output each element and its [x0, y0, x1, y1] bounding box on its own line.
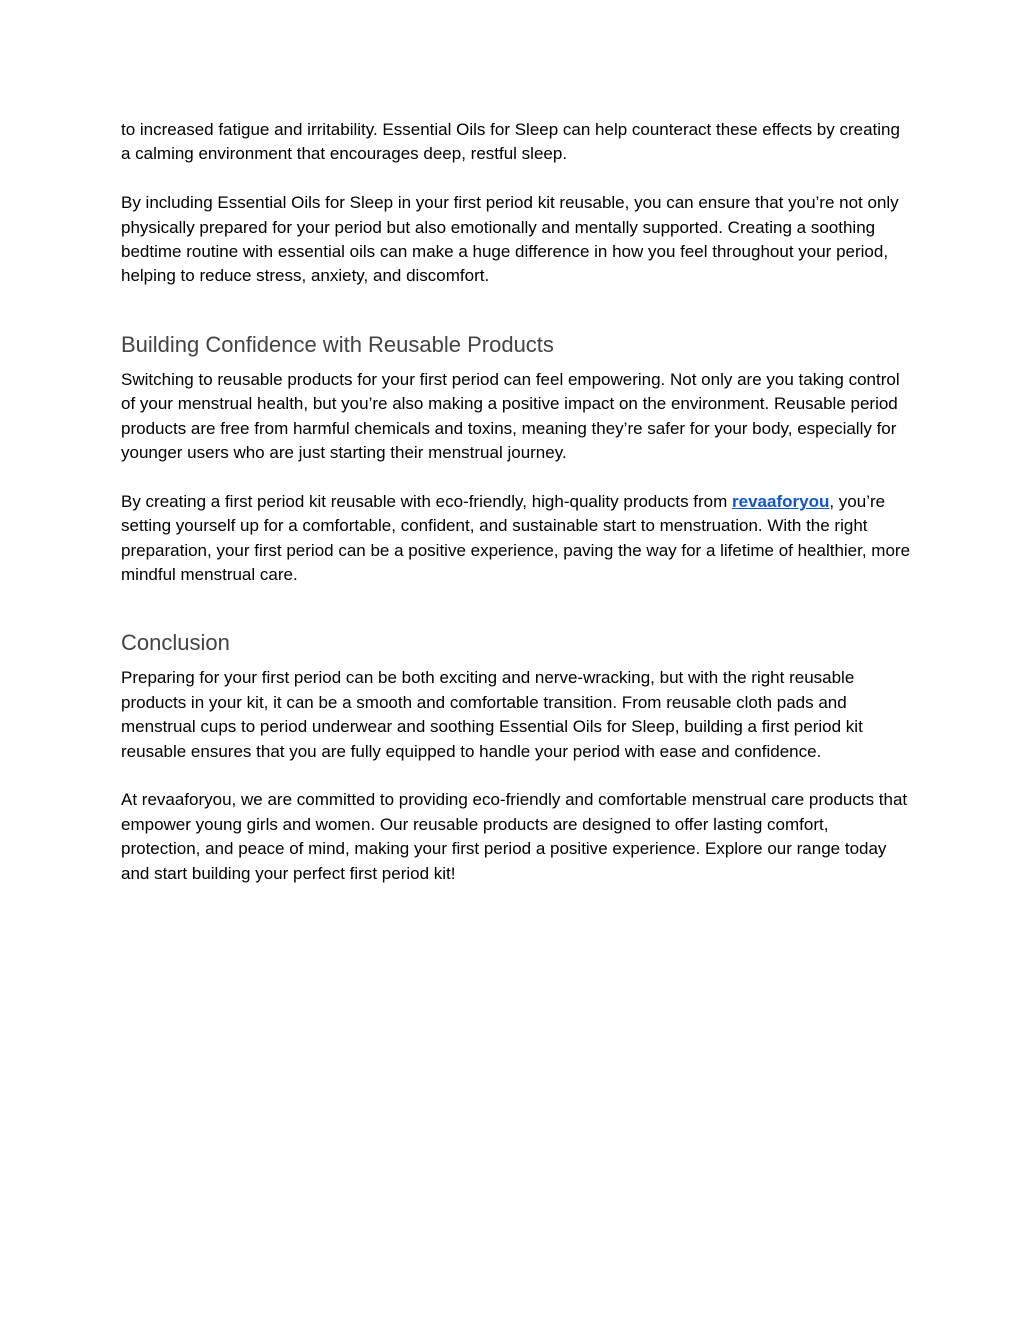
- intro-paragraph-1: to increased fatigue and irritability. Essential Oils for Sleep can help counteract these effects by creating a calming environment that encourages deep, restful sleep.: [121, 120, 900, 164]
- spacer: [121, 465, 911, 489]
- building-confidence-paragraph-1: Switching to reusable products for your first period can feel empowering. Not only are you taking control of your menstrual health, but you’re also making a positive impact on the environment. Reusable period products are free from harmful chemicals and toxins, meaning they’re safer for your body, especially for younger users who are just starting their menstrual journey.: [121, 369, 900, 463]
- intro-paragraph-2: By including Essential Oils for Sleep in your first period kit reusable, you can ensure that you’re not only physically prepared for your period but also emotionally and mentally supported. Creating a soothing bedtime routine with essential oils can make a huge difference in how you feel throughout your period, helping to reduce stress, anxiety, and discomfort.: [121, 193, 899, 286]
- building-confidence-paragraph-2: [121, 490, 911, 588]
- paragraph-text-before-link: By creating a first period kit reusable with eco-friendly, high-quality products from: [121, 491, 733, 511]
- conclusion-paragraph-2: At revaaforyou, we are committed to providing eco-friendly and comfortable menstrual care products that empower young girls and women. Our reusable products are designed to offer lasting comfort, protection, and peace of mind, making your first period a positive experience. Explore our range today and start building your perfect first period kit!: [121, 790, 908, 883]
- conclusion-paragraph-1: Preparing for your first period can be both exciting and nerve-wracking, but with the right reusable products in your kit, it can be a smooth and comfortable transition. From reusable cloth pads and menstrual cups to period underwear and soothing Essential Oils for Sleep, building a first period kit reusable ensures that you are fully equipped to handle your period with ease and confidence.: [121, 668, 863, 761]
- spacer: [121, 167, 911, 191]
- section-heading-building-confidence: Building Confidence with Reusable Products: [121, 331, 554, 357]
- revaaforyou-link[interactable]: revaaforyou: [732, 491, 830, 511]
- section-spacer: [121, 587, 911, 628]
- spacer: [121, 764, 911, 788]
- section-spacer: [121, 289, 911, 330]
- document-page: [121, 118, 911, 886]
- paragraph-text-after-link: , you’re setting yourself up for a comfortable, confident, and sustainable start to menstruation. With the right preparation, your first period can be a positive experience, paving the way for a lifetime of healthier, more mindful menstrual care.: [121, 491, 911, 585]
- section-heading-conclusion: Conclusion: [121, 630, 230, 656]
